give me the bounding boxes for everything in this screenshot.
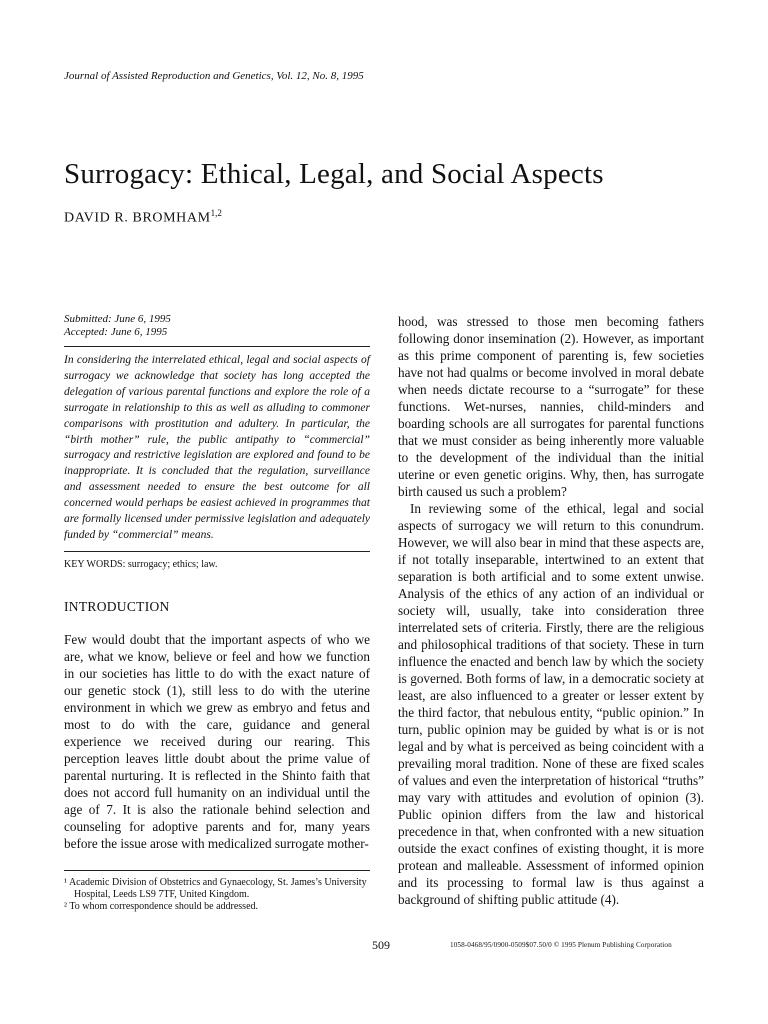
journal-citation: Journal of Assisted Reproduction and Genetics, Vol. 12, No. 8, 1995 — [64, 70, 364, 82]
keywords: KEY WORDS: surrogacy; ethics; law. — [64, 558, 218, 570]
section-heading-introduction: INTRODUCTION — [64, 598, 170, 614]
page-number: 509 — [372, 938, 390, 952]
introduction-paragraph: Few would doubt that the important aspects of who we are, what we know, believe or feel and how we function in our societies has little to do with the exact nature of our genetic stock (1), still less to do with the uterine environment in which we grew as embryo and fetus and most to do with the care, guidance and general experience we received during our rearing. This perception leaves little doubt about the prime value of parental nurturing. It is reflected in the Shinto faith that does not accord full humanity on an individual until the age of 7. It is also the rationale behind selection and counseling for adoptive parents and for, many years before the issue arose with medicalized surrogate mother- — [64, 631, 370, 851]
abstract: In considering the interrelated ethical, legal and social aspects of surrogacy we acknowledge that society has long accepted the delegation of various parental functions and explore the role of a surrogate in relationship to this as well as alluding to commoner comparisons with prostitution and adultery. In particular, the “birth mother” rule, the public antipathy to “commercial” surrogacy and restrictive legislation are explored and found to be inappropriate. It is concluded that the regulation, surveillance and assessment needed to ensure the best outcome for all concerned would perhaps be easiest achieved in programmes that are formally licensed under permissive legislation and adequately funded by “commercial” means. — [64, 354, 370, 541]
body-paragraph-continued: hood, was stressed to those men becoming fathers following donor insemination (2). However, as important as this prime component of parenting is, few societies have not had qualms or become involved in moral debate when needs dictate recourse to a “surrogate” for these functions. Wet-nurses, nannies, child-minders and boarding schools are all surrogates for parental functions that we must consider as being inherently more valuable to the development of the individual than the initial uterine or even genetic origins. Why, then, has surrogate birth caused us such a problem? — [398, 314, 704, 499]
author-line — [64, 208, 222, 227]
author-affiliation-marks: 1,2 — [210, 208, 222, 218]
author-name: DAVID R. BROMHAM — [64, 210, 211, 226]
right-column — [398, 313, 704, 908]
footnotes — [64, 870, 370, 913]
submitted-date: Submitted: June 6, 1995 — [64, 313, 171, 325]
footnote-rule — [64, 870, 370, 871]
copyright-line: 1058-0468/95/0900-0509$07.50/0 © 1995 Plenum Publishing Corporation — [450, 941, 672, 949]
article-dates — [64, 313, 370, 339]
footnote-1: ¹ Academic Division of Obstetrics and Gynaecology, St. James’s University Hospital, Leeds LS9 7TF, United Kingdom. — [64, 877, 367, 900]
body-paragraph: In reviewing some of the ethical, legal and social aspects of surrogacy we will return to this conundrum. However, we will also bear in mind that these aspects are, if not totally inseparable, intertwined to an extent that separation is both artificial and to some extent unwise. Analysis of the ethics of any action of an individual or society will, usually, take into consideration three interrelated sets of criteria. Firstly, there are the religious and philosophical traditions of that society. These in turn influence the enacted and bench law by which the society is governed. Both forms of law, in a democratic society at least, are also influenced to a greater or lesser extent by the third factor, that nebulous entity, “public opinion.” In turn, public opinion may be guided by what is or is not legal and by what is perceived as being coincident with a prevailing moral tradition. None of these are fixed scales of values and even the interpretation of historical “truths” may vary with attitudes and evolution of opinion (3). Public opinion differs from the law and historical precedence in that, when confronted with a new situation outside the exact confines of existing thought, it is more protean and malleable. Assessment of informed opinion and its processing to formal law is thus against a background of shifting public attitude (4). — [398, 501, 704, 907]
abstract-top-rule — [64, 346, 370, 347]
left-column — [64, 313, 370, 852]
accepted-date: Accepted: June 6, 1995 — [64, 326, 168, 338]
article-title: Surrogacy: Ethical, Legal, and Social Aspects — [64, 158, 604, 190]
footnote-2: ² To whom correspondence should be addressed. — [64, 901, 259, 912]
